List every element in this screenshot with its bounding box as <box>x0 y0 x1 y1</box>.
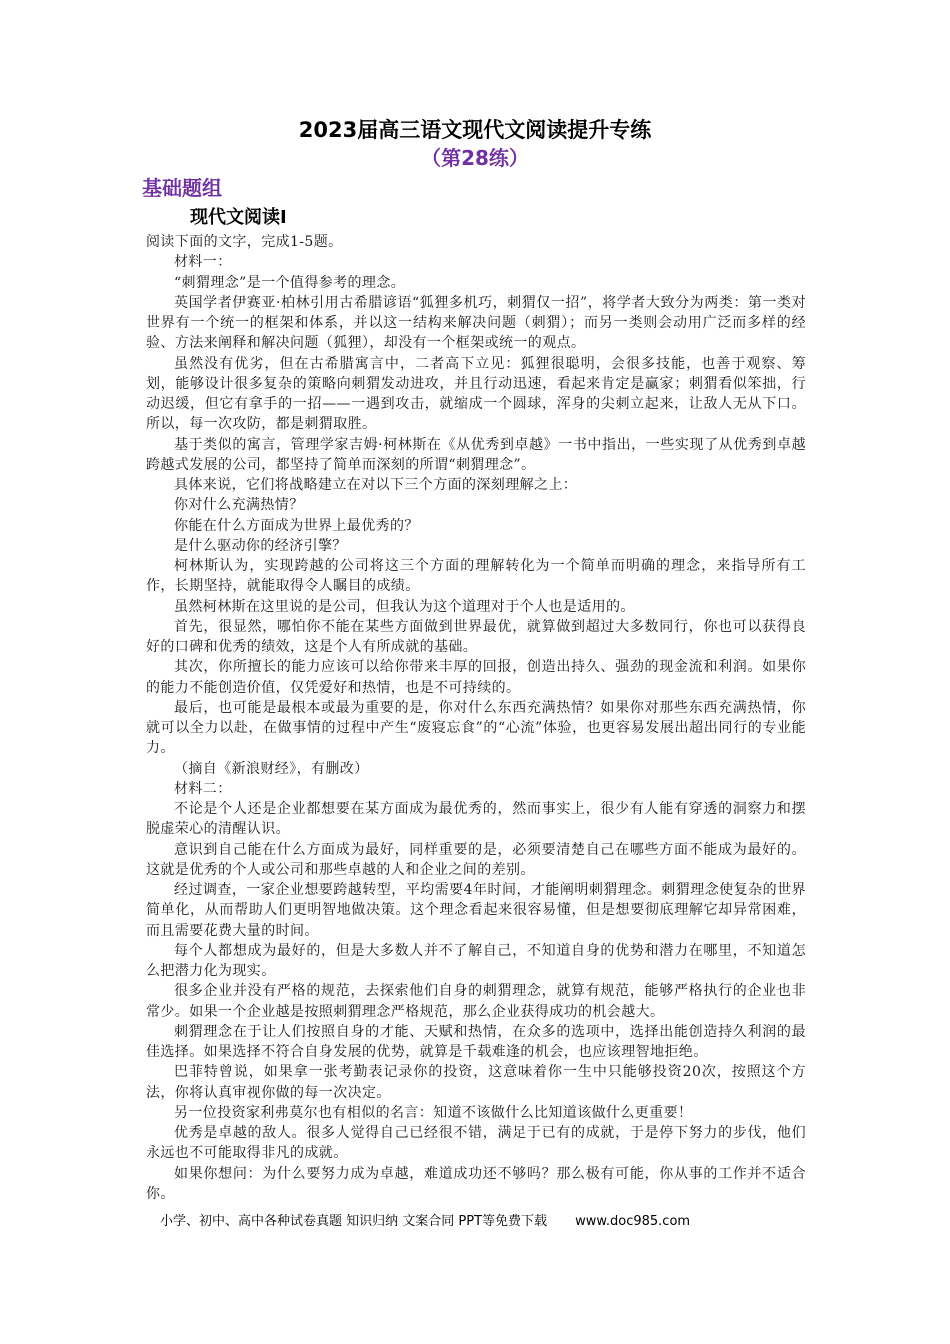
paragraph: 经过调查，一家企业想要跨越转型，平均需要4年时间，才能阐明刺猬理念。刺猬理念使复杂的世界简单化，从而帮助人们更明智地做决策。这个理念看起来很容易懂，但是想要彻底理解它却异常困难，而且需要花费大量的时间。 <box>146 882 806 939</box>
instructions: 阅读下面的文字，完成1-5题。 <box>146 234 343 250</box>
paragraph: 另一位投资家利弗莫尔也有相似的名言：知道不该做什么比知道该做什么更重要！ <box>174 1104 693 1121</box>
paragraph: 最后，也可能是最根本或最为重要的是，你对什么东西充满热情？如果你对那些东西充满热情，你就可以全力以赴，在做事情的过程中产生“废寝忘食”的“心流”体验，也更容易发展出超出同行的专业能力。 <box>146 699 806 757</box>
paragraph: 具体来说，它们将战略建立在对以下三个方面的深刻理解之上： <box>174 477 578 493</box>
reading-passage <box>146 232 806 1204</box>
footer-link[interactable]: www.doc985.com <box>575 1214 691 1229</box>
paragraph: “刺猬理念”是一个值得参考的理念。 <box>174 274 406 291</box>
document-subtitle: （第28练） <box>421 146 529 170</box>
paragraph: 其次，你所擅长的能力应该可以给你带来丰厚的回报，创造出持久、强劲的现金流和利润。如果你的能力不能创造价值，仅凭爱好和热情，也是不可持续的。 <box>146 659 806 696</box>
paragraph: 巴菲特曾说，如果拿一张考勤表记录你的投资，这意味着你一生中只能够投资20次，按照这个方法，你将认真审视你做的每一次决定。 <box>146 1064 806 1101</box>
paragraph: 如果你想问：为什么要努力成为卓越，难道成功还不够吗？那么极有可能，你从事的工作并不适合你。 <box>146 1165 806 1202</box>
paragraph: 材料一： <box>174 254 232 271</box>
paragraph: 很多企业并没有严格的规范，去探索他们自身的刺猬理念，就算有规范，能够严格执行的企业也非常少。如果一个企业越是按照刺猬理念严格规范，那么企业获得成功的机会越大。 <box>146 983 806 1020</box>
paragraph: 首先，很显然，哪怕你不能在某些方面做到世界最优，就算做到超过大多数同行，你也可以获得良好的口碑和优秀的绩效，这是个人有所成就的基础。 <box>146 618 806 655</box>
paragraph: 不论是个人还是企业都想要在某方面成为最优秀的，然而事实上，很少有人能有穿透的洞察力和摆脱虚荣心的清醒认识。 <box>146 801 806 838</box>
paragraph: 意识到自己能在什么方面成为最好，同样重要的是，必须要清楚自己在哪些方面不能成为最好的。这就是优秀的个人或公司和那些卓越的人和企业之间的差别。 <box>146 841 806 878</box>
document-title: 2023届高三语文现代文阅读提升专练 <box>298 118 652 142</box>
paragraph: 你对什么充满热情？ <box>174 497 304 514</box>
source-note: （摘自《新浪财经》，有删改） <box>174 760 369 777</box>
group-heading: 基础题组 <box>142 176 222 200</box>
paragraph: 基于类似的寓言，管理学家吉姆·柯林斯在《从优秀到卓越》一书中指出，一些实现了从优秀到卓越跨越式发展的公司，都坚持了简单而深刻的所谓“刺猬理念”。 <box>146 436 806 473</box>
paragraph: 刺猬理念在于让人们按照自身的才能、天赋和热情，在众多的选项中，选择出能创造持久利润的最佳选择。如果选择不符合自身发展的优势，就算是千载难逢的机会，也应该理智地拒绝。 <box>146 1023 806 1060</box>
paragraph: 材料二： <box>174 780 232 797</box>
paragraph: 虽然没有优劣，但在古希腊寓言中，二者高下立见：狐狸很聪明，会很多技能，也善于观察、筹划，能够设计很多复杂的策略向刺猬发动进攻，并且行动迅速，看起来肯定是赢家；刺猬看似笨拙，行动迟缓，但它有拿手的一招——一遇到攻击，就缩成一个圆球，浑身的尖刺立起来，让敌人无从下口。所以，每一次攻防，都是刺猬取胜。 <box>146 355 806 433</box>
paragraph: 每个人都想成为最好的，但是大多数人并不了解自己，不知道自身的优势和潜力在哪里，不知道怎么把潜力化为现实。 <box>146 942 806 979</box>
paragraph: 是什么驱动你的经济引擎？ <box>174 537 347 554</box>
paragraph: 英国学者伊赛亚·柏林引用古希腊谚语“狐狸多机巧，刺猬仅一招”，将学者大致分为两类：第一类对世界有一个统一的框架和体系，并以这一结构来解决问题（刺猬）；而另一类则会动用广泛而多样的经验、方法来阐释和解决问题（狐狸），却没有一个框架或统一的观点。 <box>146 294 806 352</box>
paragraph: 优秀是卓越的敌人。很多人觉得自己已经很不错，满足于已有的成就，于是停下努力的步伐，他们永远也不可能取得非凡的成就。 <box>146 1125 806 1162</box>
page-footer <box>160 1212 800 1232</box>
paragraph: 你能在什么方面成为世界上最优秀的？ <box>174 517 419 534</box>
paragraph: 柯林斯认为，实现跨越的公司将这三个方面的理解转化为一个简单而明确的理念，来指导所有工作，长期坚持，就能取得令人瞩目的成绩。 <box>146 558 806 595</box>
section-heading: 现代文阅读Ⅰ <box>190 207 287 228</box>
footer-text: 小学、初中、高中各种试卷真题 知识归纳 文案合同 PPT等免费下载 <box>160 1214 548 1229</box>
paragraph: 虽然柯林斯在这里说的是公司，但我认为这个道理对于个人也是适用的。 <box>174 598 635 615</box>
